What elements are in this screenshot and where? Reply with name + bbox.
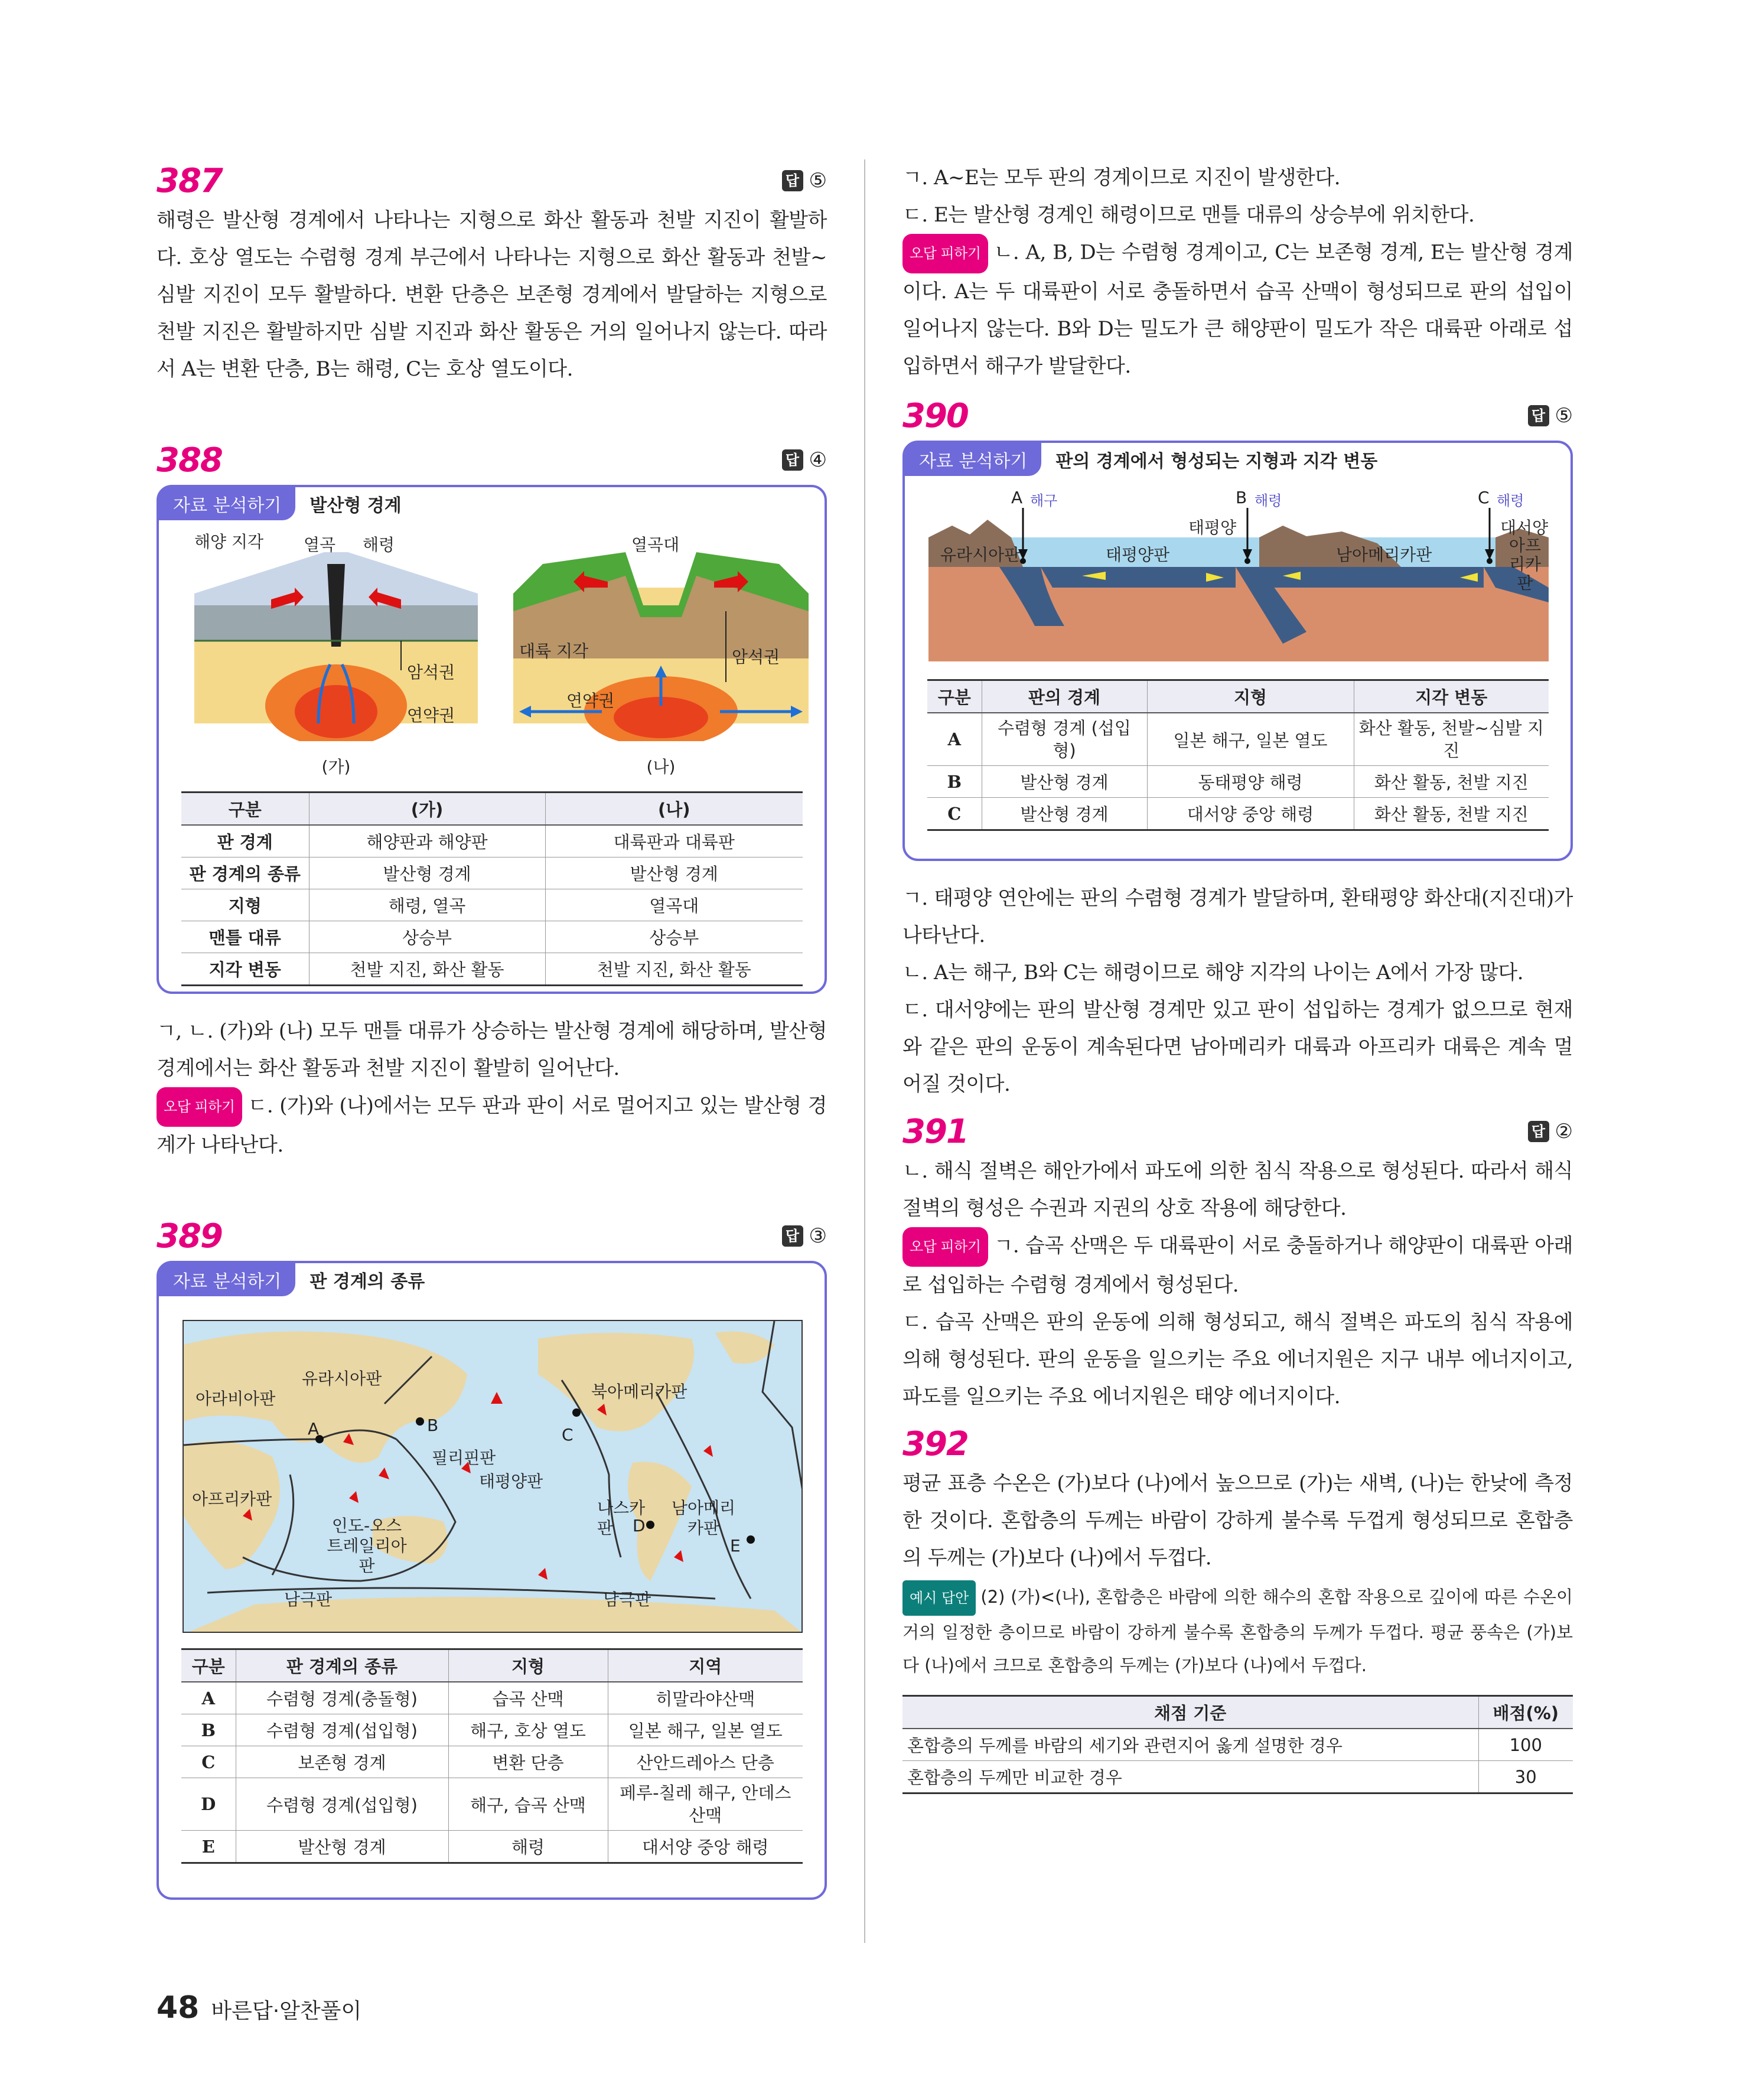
table-header: 배점(%) (1478, 1696, 1573, 1729)
q388-explanation (157, 1013, 827, 1164)
table-cell: 100 (1478, 1729, 1573, 1761)
q388-text1: ㄱ, ㄴ. (가)와 (나) 모두 맨틀 대류가 상승하는 발산형 경계에 해당하며, 발산형 경계에서는 화산 활동과 천발 지진이 활발히 일어난다. (157, 1019, 827, 1080)
continental-rift-diagram (507, 529, 814, 741)
table-cell: B (927, 766, 982, 798)
table-header: 구분 (181, 1649, 236, 1682)
label-pacific-ocean: 태평양 (1188, 518, 1237, 537)
label-lithosphere: 암석권 (407, 663, 455, 682)
q388-answer (782, 448, 827, 472)
label-nazca: 나스카판 (597, 1498, 646, 1538)
q387-header (157, 159, 827, 202)
q389-box-title: 판 경계의 종류 (309, 1271, 425, 1292)
q388-box-tag: 자료 분석하기 (159, 487, 295, 520)
table-cell: 발산형 경계 (309, 857, 545, 889)
q387-number: 387 (157, 161, 222, 200)
label-asthenosphere: 연약권 (407, 706, 455, 725)
table-cell: 일본 해구, 일본 열도 (1147, 713, 1354, 766)
label-antarctic-east: 남극판 (603, 1590, 651, 1609)
table-header: 판 경계의 종류 (236, 1649, 448, 1682)
table-cell: 습곡 산맥 (448, 1682, 608, 1714)
table-row (181, 1778, 803, 1831)
table-cell: 발산형 경계 (236, 1831, 448, 1863)
label-africa-plate: 아프리카판 (1508, 536, 1542, 593)
q391-number: 391 (902, 1112, 968, 1151)
q390-analysis-box (902, 441, 1573, 861)
marker-e: E (730, 1536, 741, 1556)
table-cell: 판 경계 (181, 825, 309, 857)
wrong-avoid-tag: 오답 피하기 (902, 1227, 988, 1267)
q391-header (902, 1110, 1573, 1153)
table-cell: 해양판과 해양판 (309, 825, 545, 857)
q388-answer-value: ④ (809, 448, 827, 472)
table-cell: 지형 (181, 889, 309, 921)
page-footer (157, 1990, 361, 2026)
table-cell: 히말라야산맥 (608, 1682, 803, 1714)
table-cell: 변환 단층 (448, 1746, 608, 1778)
table-cell: 지각 변동 (181, 953, 309, 986)
q387-answer-value: ⑤ (809, 169, 827, 193)
wrong-avoid-tag: 오답 피하기 (157, 1087, 242, 1127)
table-header: 구분 (181, 793, 309, 826)
q391-text2: ㄱ. 습곡 산맥은 두 대륙판이 서로 충돌하거나 해양판이 대륙판 아래로 섭입하는 수렴형 경계에서 형성된다. (902, 1234, 1573, 1297)
q390-text2: ㄴ. A는 해구, B와 C는 해령이므로 해양 지각의 나이는 A에서 가장 많다. (902, 961, 1524, 984)
q390-text1: ㄱ. 태평양 연안에는 판의 수렴형 경계가 발달하며, 환태평양 화산대(지진대)가 나타난다. (902, 886, 1573, 947)
table-cell: 발산형 경계 (982, 766, 1147, 798)
label-ridge-b: 해령 (1255, 493, 1282, 509)
q387-answer (782, 169, 827, 193)
table-cell: E (181, 1831, 236, 1863)
table-header: (가) (309, 793, 545, 826)
label-africa: 아프리카판 (192, 1489, 272, 1509)
table-cell: 동태평양 해령 (1147, 766, 1354, 798)
q392-number: 392 (902, 1424, 968, 1463)
q388-table (181, 791, 803, 986)
table-header: 지형 (1147, 680, 1354, 713)
table-cell: 일본 해구, 일본 열도 (608, 1714, 803, 1746)
table-row (927, 798, 1549, 830)
table-row (181, 1714, 803, 1746)
table-row (181, 889, 803, 921)
label-north-america: 북아메리카판 (591, 1382, 687, 1401)
q388-box-title: 발산형 경계 (309, 495, 402, 516)
table-cell: 대서양 중앙 해령 (1147, 798, 1354, 830)
answer-icon: 답 (782, 449, 803, 471)
answer-icon: 답 (782, 1225, 803, 1247)
q391-answer-value: ② (1555, 1120, 1573, 1143)
table-cell: 천발 지진, 화산 활동 (309, 953, 545, 986)
q390-answer-value: ⑤ (1555, 404, 1573, 428)
q390-header (902, 394, 1573, 437)
table-row (181, 921, 803, 953)
table-cell: 발산형 경계 (545, 857, 803, 889)
figure-na (507, 529, 814, 782)
marker-a: A (308, 1419, 320, 1439)
q392-explanation: 평균 표층 수온은 (가)보다 (나)에서 높으므로 (가)는 새벽, (나)는 한낮에 측정한 것이다. 혼합층의 두께는 바람이 강하게 불수록 두껍게 형성되므로 혼합층의 두께는 (가)보다 (나)에서 두껍다. (902, 1472, 1573, 1570)
table-cell: 상승부 (545, 921, 803, 953)
q389-answer (782, 1224, 827, 1248)
marker-b: B (427, 1416, 439, 1435)
table-cell: 열곡대 (545, 889, 803, 921)
q392-example-text: (2) (가)<(나), 혼합층은 바람에 의한 해수의 혼합 작용으로 깊이에 따른 수온이 거의 일정한 층이므로 바람이 강하게 불수록 혼합층의 두께가 두껍다. 평균 풍속은 (가)보다 (나)에서 크므로 혼합층의 두께는 (가)보다 (나)에서 두껍다. (902, 1587, 1573, 1675)
table-cell: 화산 활동, 천발 지진 (1354, 766, 1549, 798)
label-south-america-plate: 남아메리카판 (1336, 545, 1432, 565)
table-row (927, 713, 1549, 766)
table-cell: 해령 (448, 1831, 608, 1863)
q391-text3: ㄷ. 습곡 산맥은 판의 운동에 의해 형성되고, 해식 절벽은 파도의 침식 작용에 의해 형성된다. 판의 운동을 일으키는 주요 에너지원은 지구 내부 에너지이고, 파도를 일으키는 주요 에너지원은 태양 에너지이다. (902, 1310, 1573, 1408)
table-header: (나) (545, 793, 803, 826)
table-cell: C (181, 1746, 236, 1778)
q391-text1: ㄴ. 해식 절벽은 해안가에서 파도에 의한 침식 작용으로 형성된다. 따라서 해식 절벽의 형성은 수권과 지권의 상호 작용에 해당한다. (902, 1159, 1573, 1220)
table-cell: A (927, 713, 982, 766)
table-header: 구분 (927, 680, 982, 713)
table-cell: C (927, 798, 982, 830)
marker-d: D (633, 1516, 646, 1535)
example-answer-tag: 예시 답안 (902, 1580, 976, 1616)
marker-a: A (1011, 488, 1023, 507)
answer-icon: 답 (1528, 1121, 1549, 1142)
table-row (181, 857, 803, 889)
right-column (902, 159, 1573, 1794)
q390-number: 390 (902, 396, 968, 435)
q392-scoring-table (902, 1695, 1573, 1794)
q390-box-title: 판의 경계에서 형성되는 지형과 지각 변동 (1055, 451, 1378, 472)
label-pacific-plate: 태평양판 (1106, 545, 1170, 565)
q389-cont-line2: ㄷ. E는 발산형 경계인 해령이므로 맨틀 대류의 상승부에 위치한다. (902, 203, 1475, 227)
marker-b: B (1236, 488, 1247, 507)
table-cell: B (181, 1714, 236, 1746)
label-rift-valley: 열곡대 (631, 535, 680, 555)
table-row (927, 766, 1549, 798)
label-philippine: 필리핀판 (432, 1448, 496, 1468)
table-cell: 해령, 열곡 (309, 889, 545, 921)
table-cell: 대륙판과 대륙판 (545, 825, 803, 857)
table-cell: 30 (1478, 1761, 1573, 1794)
table-cell: 맨틀 대류 (181, 921, 309, 953)
table-cell: 대서양 중앙 해령 (608, 1831, 803, 1863)
table-cell: A (181, 1682, 236, 1714)
q388-analysis-box (157, 485, 827, 994)
table-cell: 화산 활동, 천발~심발 지진 (1354, 713, 1549, 766)
cross-section-svg (928, 484, 1549, 661)
q389-analysis-box (157, 1261, 827, 1900)
q389-answer-value: ③ (809, 1224, 827, 1248)
label-arabia: 아라비아판 (195, 1389, 276, 1408)
q389-box-tag: 자료 분석하기 (159, 1263, 295, 1296)
q389-table (181, 1648, 803, 1864)
figure-ga (183, 529, 490, 782)
table-cell: 페루-칠레 해구, 안데스산맥 (608, 1778, 803, 1831)
q387-explanation: 해령은 발산형 경계에서 나타나는 지형으로 화산 활동과 천발 지진이 활발하다. 호상 열도는 수렴형 경계 부근에서 나타나는 지형으로 화산 활동과 천발~심발 지진이 모두 활발하다. 변환 단층은 보존형 경계에서 발달하는 지형으로 천발 지진은 활발하지만 심발 지진과 화산 활동은 거의 일어나지 않는다. 따라서 A는 변환 단층, B는 해령, C는 호상 열도이다. (157, 208, 827, 381)
q389-box-header (159, 1263, 825, 1296)
table-cell: 수렴형 경계(섭입형) (236, 1778, 448, 1831)
q390-explanation (902, 880, 1573, 1103)
table-row (902, 1761, 1573, 1794)
table-header: 채점 기준 (902, 1696, 1478, 1729)
table-row (181, 953, 803, 986)
label-antarctic-west: 남극판 (284, 1590, 333, 1609)
q391-explanation (902, 1153, 1573, 1416)
caption-ga: (가) (321, 757, 351, 777)
table-cell: 보존형 경계 (236, 1746, 448, 1778)
q391-answer (1528, 1120, 1573, 1143)
q390-box-tag: 자료 분석하기 (905, 443, 1041, 476)
label-continental-crust: 대륙 지각 (519, 641, 589, 661)
q388-number: 388 (157, 441, 222, 480)
table-cell: 상승부 (309, 921, 545, 953)
label-ridge: 해령 (363, 535, 395, 555)
table-header: 판의 경계 (982, 680, 1147, 713)
label-atlantic-ocean: 대서양 (1500, 518, 1549, 537)
answer-icon: 답 (1528, 405, 1549, 426)
q390-text3: ㄷ. 대서양에는 판의 발산형 경계만 있고 판이 섭입하는 경계가 없으므로 현재와 같은 판의 운동이 계속된다면 남아메리카 대륙과 아프리카 대륙은 계속 멀어질 것이다. (902, 998, 1573, 1096)
table-cell: 수렴형 경계(충돌형) (236, 1682, 448, 1714)
table-cell: D (181, 1778, 236, 1831)
table-cell: 발산형 경계 (982, 798, 1147, 830)
q392-example-answer (902, 1580, 1573, 1682)
label-asthenosphere: 연약권 (566, 691, 615, 710)
table-cell: 판 경계의 종류 (181, 857, 309, 889)
table-cell: 수렴형 경계 (섭입형) (982, 713, 1147, 766)
table-cell: 산안드레아스 단층 (608, 1746, 803, 1778)
label-ridge-c: 해령 (1497, 493, 1524, 509)
label-eurasia: 유라시아판 (302, 1369, 382, 1388)
table-header: 지형 (448, 1649, 608, 1682)
q390-box-header (905, 443, 1570, 476)
table-row (181, 1831, 803, 1863)
table-cell: 혼합층의 두께만 비교한 경우 (902, 1761, 1478, 1794)
q390-answer (1528, 404, 1573, 428)
q392-header (902, 1423, 1573, 1465)
table-cell: 수렴형 경계(섭입형) (236, 1714, 448, 1746)
q389-continued (902, 159, 1573, 385)
wrong-avoid-tag: 오답 피하기 (902, 234, 988, 273)
label-ocean-crust: 해양 지각 (194, 532, 264, 552)
table-cell: 천발 지진, 화산 활동 (545, 953, 803, 986)
q389-number: 389 (157, 1217, 222, 1256)
label-rift: 열곡 (304, 535, 336, 555)
q389-cont-line3: ㄴ. A, B, D는 수렴형 경계이고, C는 보존형 경계, E는 발산형 경계이다. A는 두 대륙판이 서로 충돌하면서 습곡 산맥이 형성되므로 판의 섭입이 일어나지 않는다. B와 D는 밀도가 큰 해양판이 밀도가 작은 대륙판 아래로 섭입하면서 해구가 발달한다. (902, 240, 1573, 378)
plate-map (183, 1320, 803, 1633)
q389-cont-line1: ㄱ. A~E는 모두 판의 경계이므로 지진이 발생한다. (902, 166, 1341, 190)
q389-header (157, 1215, 827, 1257)
left-column (157, 159, 827, 1900)
table-cell: 화산 활동, 천발 지진 (1354, 798, 1549, 830)
q388-text2: ㄷ. (가)와 (나)에서는 모두 판과 판이 서로 멀어지고 있는 발산형 경계가 나타난다. (157, 1094, 827, 1157)
caption-na: (나) (646, 757, 676, 777)
marker-c: C (1478, 488, 1490, 507)
footer-title: 바른답·알찬풀이 (211, 1999, 362, 2023)
label-indo-australia: 인도-오스트레일리아판 (327, 1516, 407, 1576)
table-row (181, 825, 803, 857)
answer-icon: 답 (782, 170, 803, 191)
q388-box-header (159, 487, 825, 520)
table-cell: 해구, 호상 열도 (448, 1714, 608, 1746)
table-row (181, 1682, 803, 1714)
table-row (902, 1729, 1573, 1761)
table-header: 지역 (608, 1649, 803, 1682)
cross-section-figure (928, 484, 1549, 661)
table-cell: 해구, 습곡 산맥 (448, 1778, 608, 1831)
table-header: 지각 변동 (1354, 680, 1549, 713)
q390-table (927, 679, 1549, 831)
label-eurasia-plate: 유라시아판 (940, 545, 1021, 565)
label-lithosphere: 암석권 (732, 647, 780, 667)
column-divider (864, 159, 865, 1943)
label-trench: 해구 (1030, 493, 1058, 509)
marker-c: C (562, 1425, 574, 1444)
table-cell: 혼합층의 두께를 바람의 세기와 관련지어 옳게 설명한 경우 (902, 1729, 1478, 1761)
q388-header (157, 439, 827, 481)
table-row (181, 1746, 803, 1778)
label-pacific: 태평양판 (479, 1472, 543, 1491)
label-south-america: 남아메리카판 (671, 1498, 736, 1538)
page-number: 48 (157, 1990, 200, 2026)
